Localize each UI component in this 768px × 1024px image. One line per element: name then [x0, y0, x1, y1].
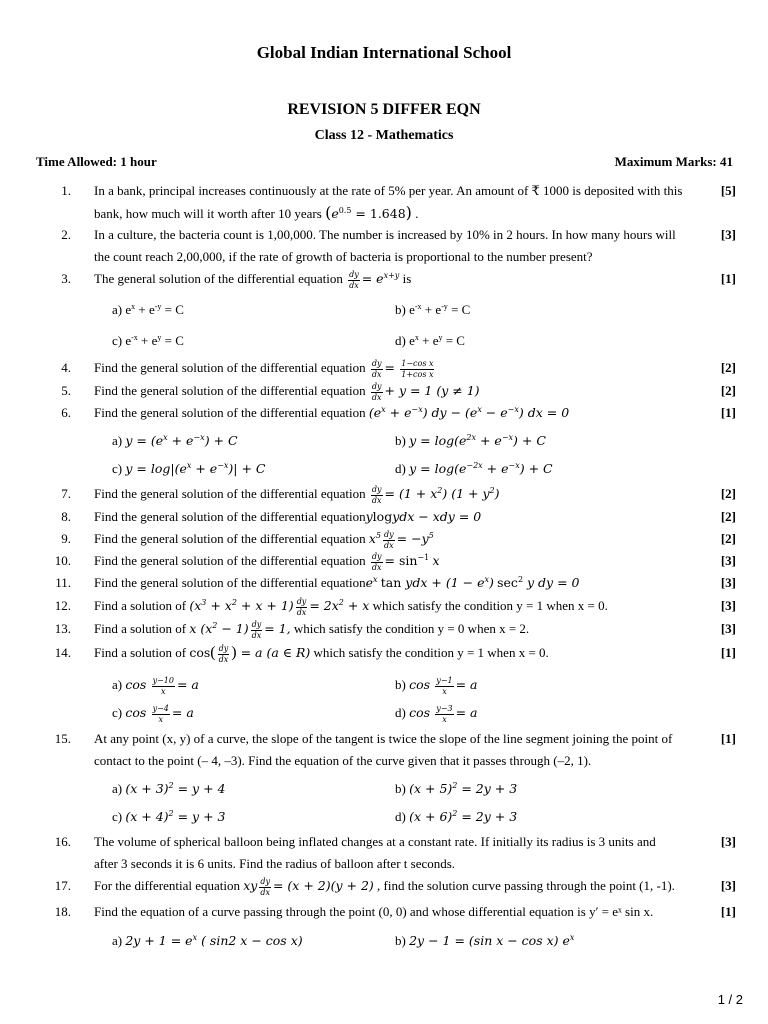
question-number: 13.	[54, 621, 71, 636]
question-text: Find the general solution of the differential equation $\frac{dy}{dx}$ = $\frac{\text{1−cos x}}{\text{1+cos x}}$	[94, 358, 434, 379]
page-number: 1 / 2	[717, 992, 743, 1007]
option-a[interactable]: a) $(x + 3)^2 = y + 4$	[112, 781, 226, 796]
question-marks: [1]	[720, 904, 736, 919]
question-number: 1.	[61, 183, 71, 198]
question-text-end: which satisfy the condition y = 1 when x = 0.	[313, 645, 549, 660]
question-text: For the differential equation xy $\frac{dy}{dx}$ = (x + 2)(y + 2) , find the solution curve passing through the point (1, -1).	[94, 876, 675, 897]
question-marks: [2]	[720, 509, 736, 524]
question-text-continued: the count reach 2,00,000, if the rate of growth of bacteria is proportional to the number present?	[94, 249, 593, 264]
option-a[interactable]: a) $2y + 1 = e^x$ ( sin2 x − cos x)	[112, 933, 303, 948]
question-text-start: Find the general solution of the differential equation	[94, 383, 366, 398]
math-fraction: $\frac{dy}{dx}$	[371, 484, 382, 505]
math-fraction: $\frac{dy}{dx}$	[296, 596, 307, 617]
question-text: Find a solution of x $(x^2 - 1)$ $\frac{dy}{dx}$ = 1, which satisfy the condition y = 0 when x = 2.	[94, 619, 530, 640]
question-marks: [3]	[720, 227, 736, 242]
option-c[interactable]: c) $y = \log|(e^x + e^{-x})| + C$	[112, 461, 266, 476]
math-fraction: $\frac{\text{1−cos x}}{\text{1+cos x}}$	[401, 358, 434, 379]
option-a[interactable]: a) cos $\frac{y-10}{x}$ = a	[112, 675, 199, 696]
question-marks: [2]	[720, 486, 736, 501]
math-fraction: $\frac{dy}{dx}$	[260, 876, 270, 897]
question-text: Find the general solution of the differential equation $\frac{dy}{dx}$ = $\sin^{-1} x$	[94, 551, 440, 572]
paper-subtitle: Class 12 - Mathematics	[314, 128, 454, 143]
question-marks: [2]	[720, 531, 736, 546]
question-marks: [1]	[720, 405, 736, 420]
question-text: Find the general solution of the differential equatione$^x$ tan ydx + $(1 - e^x)$ $\sec^2 y$ dy = 0	[94, 575, 580, 590]
question-text: Find the general solution of the differential equation $\frac{dy}{dx}$ + y = 1 (y ≠ 1)	[94, 381, 480, 402]
question-text: Find the general solution of the differential equation $x^5$ $\frac{dy}{dx}$ = $-y^5$	[94, 529, 434, 550]
math-fraction: $\frac{dy}{dx}$	[251, 619, 262, 640]
question-text-continued: after 3 seconds it is 6 units. Find the radius of balloon after t seconds.	[94, 856, 456, 871]
question-number: 18.	[54, 904, 71, 919]
option-a[interactable]: a) $e^x + e^{-y} = C$	[112, 302, 184, 317]
question-marks: [1]	[720, 271, 736, 286]
question-text-start: The general solution of the differential equation	[94, 271, 343, 286]
question-text-start: Find the general solution of the differential equation	[94, 575, 366, 590]
math-fraction: $\frac{dy}{dx}$	[371, 381, 382, 402]
math-fraction: $\frac{dy}{dx}$	[349, 269, 359, 290]
question-text: The volume of spherical balloon being inflated changes at a constant rate. If initially its radius is 3 units and	[94, 834, 656, 849]
question-text-end: , find the solution curve passing through the point (1, -1).	[377, 878, 675, 893]
question-number: 9.	[61, 531, 71, 546]
question-text: In a culture, the bacteria count is 1,00,000. The number is increased by 10% in 2 hours. In how many hours will	[94, 227, 676, 242]
question-marks: [5]	[720, 183, 736, 198]
option-d[interactable]: d) cos $\frac{y-3}{x}$ = a	[395, 703, 478, 724]
question-text-continued: contact to the point (– 4, –3). Find the equation of the curve given that it passes through (–2, 1).	[94, 753, 592, 768]
question-text-start: Find a solution of	[94, 621, 187, 636]
option-d[interactable]: d) $y = \log(e^{-2x} + e^{-x}) + C$	[395, 461, 553, 476]
question-text-end: which satisfy the condition y = 0 when x = 2.	[293, 621, 530, 636]
question-marks: [3]	[720, 553, 736, 568]
time-allowed: Time Allowed: 1 hour	[36, 154, 157, 169]
question-text: Find the general solution of the differential equation $(e^x + e^{-x})$ dy − $(e^x - e^{-x})$ dx = 0	[94, 405, 570, 420]
question-text-start: Find the general solution of the differential equation	[94, 360, 366, 375]
question-marks: [3]	[720, 878, 736, 893]
question-number: 4.	[61, 360, 71, 375]
question-text-end: which satisfy the condition y = 1 when x = 0.	[372, 598, 608, 613]
question-marks: [3]	[720, 621, 736, 636]
option-d[interactable]: d) $e^x + e^y = C$	[395, 333, 465, 348]
math-fraction: $\frac{dy}{dx}$	[371, 358, 382, 379]
school-name: Global Indian International School	[256, 43, 512, 62]
question-number: 15.	[54, 731, 71, 746]
math-expression: $(e^{0.5} = 1.648)$	[325, 203, 412, 222]
math-fraction: $\frac{dy}{dx}$	[384, 529, 394, 550]
question-text: Find a solution of $(x^3 + x^2 + x + 1)$ $\frac{dy}{dx}$ = $2x^2 + x$ which satisfy the condition y = 1 when x = 0.	[94, 596, 608, 617]
option-c[interactable]: c) $e^{-x} + e^y = C$	[112, 333, 184, 348]
question-number: 12.	[54, 598, 71, 613]
question-number: 16.	[54, 834, 71, 849]
question-number: 11.	[55, 575, 71, 590]
question-text: Find the equation of a curve passing through the point (0, 0) and whose differential equation is y′ = eˣ sin x.	[94, 904, 654, 919]
option-b[interactable]: b) $(x + 5)^2 = 2y + 3$	[395, 781, 518, 796]
question-number: 17.	[54, 878, 71, 893]
option-d[interactable]: d) $(x + 6)^2 = 2y + 3$	[395, 809, 518, 824]
question-text-start: For the differential equation	[94, 878, 240, 893]
option-b[interactable]: b) $y = \log(e^{2x} + e^{-x}) + C$	[395, 433, 546, 448]
question-text: In a bank, principal increases continuously at the rate of 5% per year. An amount of ₹ 1000 is deposited with this	[94, 183, 683, 198]
question-number: 6.	[61, 405, 71, 420]
question-text-start: Find the general solution of the differential equation	[94, 509, 366, 524]
option-b[interactable]: b) cos $\frac{y-1}{x}$ = a	[395, 675, 478, 696]
question-number: 7.	[61, 486, 71, 501]
option-c[interactable]: c) $(x + 4)^2 = y + 3$	[112, 809, 226, 824]
question-number: 3.	[61, 271, 71, 286]
question-text: Find a solution of cos( $\frac{dy}{dx}$ ) = a (a ∈ R) which satisfy the condition y = 1 when x = 0.	[94, 643, 549, 664]
question-text: At any point (x, y) of a curve, the slope of the tangent is twice the slope of the line segment joining the point of	[94, 731, 673, 746]
question-number: 8.	[61, 509, 71, 524]
question-number: 2.	[61, 227, 71, 242]
question-number: 14.	[54, 645, 71, 660]
question-text: Find the general solution of the differential equation $\frac{dy}{dx}$ = $(1 + x^2)$ $(1 + y^2)$	[94, 484, 500, 505]
question-marks: [2]	[720, 383, 736, 398]
question-text-start: Find a solution of	[94, 598, 187, 613]
question-text-start: Find a solution of	[94, 645, 187, 660]
option-b[interactable]: b) 2y − 1 = (sin x − cos x) $e^x$	[395, 933, 575, 948]
option-b[interactable]: b) $e^{-x} + e^{-y} = C$	[395, 302, 471, 317]
question-text: bank, how much will it worth after 10 years	[94, 206, 322, 221]
question-text-start: Find the general solution of the differential equation	[94, 553, 366, 568]
question-marks: [3]	[720, 834, 736, 849]
paper-title: REVISION 5 DIFFER EQN	[287, 101, 481, 118]
math-fraction: $\frac{dy}{dx}$	[371, 551, 382, 572]
question-marks: [1]	[720, 731, 736, 746]
question-number: 10.	[54, 553, 71, 568]
question-marks: [3]	[720, 598, 736, 613]
maximum-marks: Maximum Marks: 41	[614, 154, 733, 169]
question-text-end: is	[402, 271, 412, 286]
question-text: Find the general solution of the differential equationylogydx − xdy = 0	[94, 509, 482, 524]
paper-meta	[36, 154, 733, 170]
question-marks: [1]	[720, 645, 736, 660]
option-a[interactable]: a) $y = (e^x + e^{-x}) + C$	[112, 433, 238, 448]
question-text-start: Find the general solution of the differential equation	[94, 405, 366, 420]
option-c[interactable]: c) cos $\frac{y-4}{x}$ = a	[112, 703, 194, 724]
question-marks: [3]	[720, 575, 736, 590]
question-text-start: Find the general solution of the differential equation	[94, 531, 366, 546]
question-number: 5.	[61, 383, 71, 398]
question-text-end: .	[415, 206, 419, 221]
question-marks: [2]	[720, 360, 736, 375]
question-text-continued	[94, 202, 706, 225]
question-text: The general solution of the differential equation $\frac{dy}{dx}$ = $e^{x+y}$ is	[94, 269, 412, 290]
question-text-start: Find the general solution of the differential equation	[94, 486, 366, 501]
math-fraction: $\frac{dy}{dx}$	[218, 643, 229, 664]
